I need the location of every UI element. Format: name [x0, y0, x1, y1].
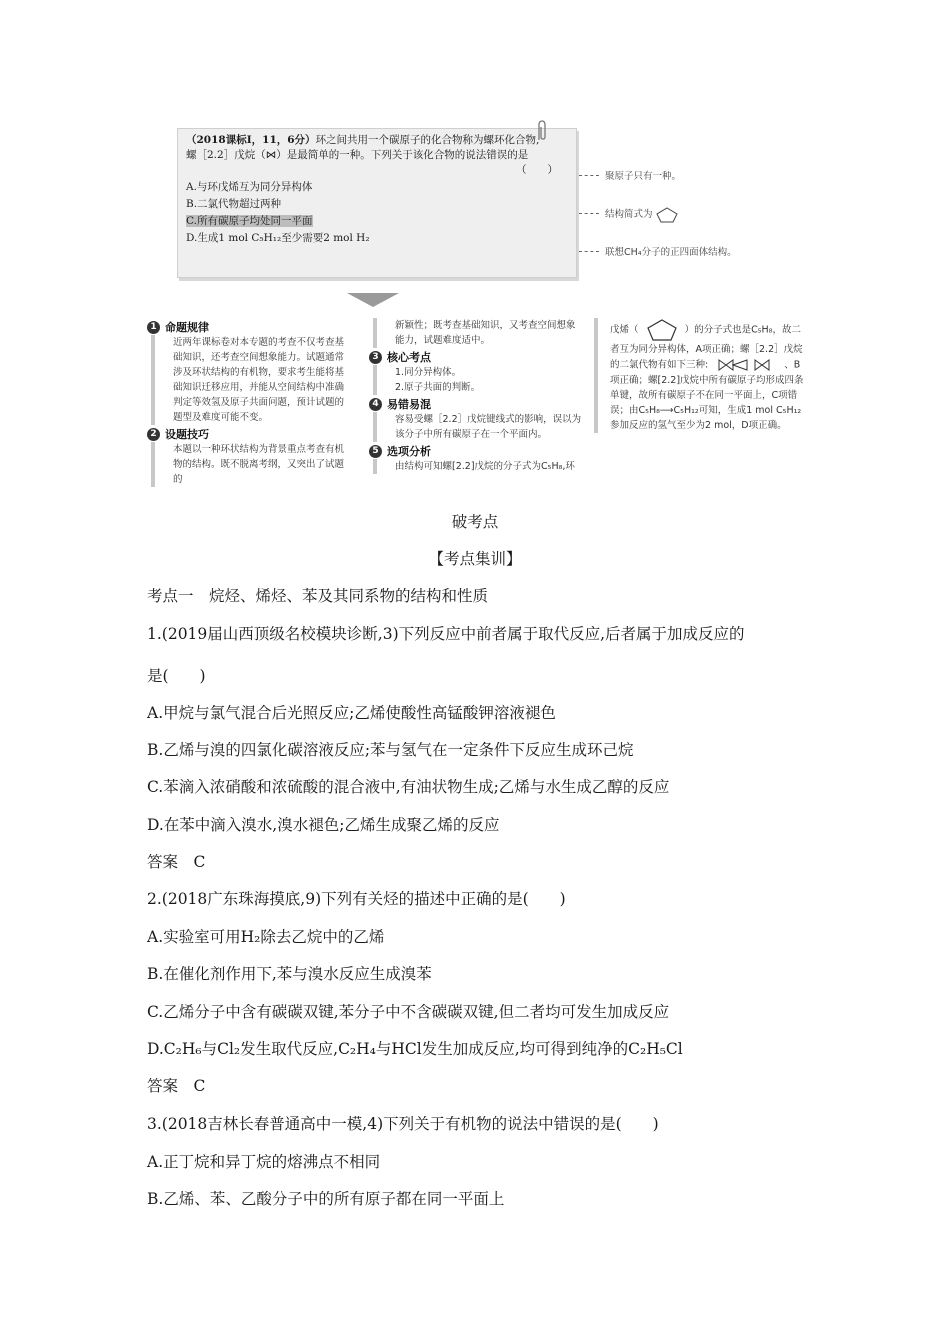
section-4-heading	[369, 397, 584, 412]
q1-stem-1: 1.(2019届山西顶级名校模块诊断,3)下列反应中前者属于取代反应,后者属于加成反应的	[147, 625, 745, 643]
q2-option-c: C.乙烯分子中含有碳碳双键,苯分子中不含碳碳双键,但二者均可发生加成反应	[147, 1003, 670, 1021]
right-text-1b: ）的分子式也是C₅H₈，故二者互为同分异构体，A项正确；螺［2.2］戊烷的二氯代物有如下三种:	[610, 324, 803, 371]
section-2-heading	[147, 427, 352, 442]
q1-option-b: B.乙烯与溴的四氯化碳溶液反应;苯与氢气在一定条件下反应生成环己烷	[147, 741, 634, 759]
q1-stem-2: 是( )	[147, 667, 206, 685]
annotation-3: 联想CH₄分子的正四面体结构。	[605, 247, 737, 258]
annot-line-3	[579, 251, 599, 252]
section-3-number: 3	[369, 351, 382, 364]
section-2-title: 设题技巧	[165, 428, 209, 441]
section-3-heading	[369, 350, 584, 365]
section-4-title: 易错易混	[387, 398, 431, 411]
page-subtitle: 【考点集训】	[428, 550, 522, 568]
card-option-a: A.与环戊烯互为同分异构体	[186, 181, 313, 193]
section-2-continued: 新颖性；既考查基础知识，又考查空间想象能力，试题难度适中。	[373, 318, 584, 348]
annot-line-2	[579, 213, 599, 214]
cyclopentene-icon	[642, 318, 682, 342]
q3-option-b: B.乙烯、苯、乙酸分子中的所有原子都在同一平面上	[147, 1190, 505, 1208]
annotation-1: 聚原子只有一种。	[605, 171, 682, 182]
q2-answer: 答案 C	[147, 1077, 206, 1095]
section-5-number: 5	[369, 445, 382, 458]
dichloro-isomers-icon	[711, 357, 781, 373]
section-3-item-1: 1.同分异构体。	[395, 367, 462, 378]
q2-option-b: B.在催化剂作用下,苯与溴水反应生成溴苯	[147, 965, 432, 983]
question-paren: （ ）	[516, 164, 558, 176]
section-3-title: 核心考点	[387, 351, 431, 364]
right-text-1: 戊烯（	[610, 324, 639, 336]
section-3-body	[373, 365, 584, 395]
q2-option-a: A.实验室可用H₂除去乙烷中的乙烯	[147, 928, 385, 946]
down-arrow-icon	[347, 293, 399, 307]
q1-option-d: D.在苯中滴入溴水,溴水褪色;乙烯生成聚乙烯的反应	[147, 816, 500, 834]
section-heading: 考点一 烷烃、烯烃、苯及其同系物的结构和性质	[147, 587, 489, 605]
section-1-title: 命题规律	[165, 321, 209, 334]
q3-stem: 3.(2018吉林长春普通高中一模,4)下列关于有机物的说法中错误的是( )	[147, 1115, 659, 1133]
card-option-b: B.二氯代物超过两种	[186, 198, 282, 210]
analysis-figure	[147, 118, 807, 488]
pentene-structure-icon	[656, 207, 678, 223]
panel-left	[147, 318, 352, 487]
q3-option-a: A.正丁烷和异丁烷的熔沸点不相同	[147, 1153, 381, 1171]
section-1-number: 1	[147, 321, 160, 334]
section-5-body: 由结构可知螺[2.2]戊烷的分子式为C₅H₈,环	[373, 459, 584, 474]
section-1-heading	[147, 320, 352, 335]
section-2-number: 2	[147, 428, 160, 441]
annot-line-1	[579, 175, 599, 176]
question-source: （2018课标Ⅰ，11，6分）	[186, 134, 316, 146]
right-text-2: 、B项正确；螺[2.2]戊烷中所有碳原子均形成四条单键，故所有碳原子不在同一平面上，C项错误；由C₅H₈⟶C₅H₁₂可知，生成1 mol C₅H₁₂参加反应的氢气至少为2 mol，D项正确。	[610, 359, 804, 431]
q1-answer: 答案 C	[147, 853, 206, 871]
section-3-item-2: 2.原子共面的判断。	[395, 382, 481, 393]
annotation-2	[605, 206, 678, 223]
q1-option-a: A.甲烷与氯气混合后光照反应;乙烯使酸性高锰酸钾溶液褪色	[147, 704, 556, 722]
question-card	[177, 128, 577, 278]
section-4-body: 容易受螺［2.2］戊烷键线式的影响，误以为该分子中所有碳原子在一个平面内。	[373, 412, 584, 442]
paperclip-icon	[535, 120, 549, 142]
question-text-2: 螺［2.2］戊烷（⋈）是最简单的一种。下列关于该化合物的说法错误的是	[186, 149, 529, 161]
q2-stem: 2.(2018广东珠海摸底,9)下列有关烃的描述中正确的是( )	[147, 890, 566, 908]
annotation-2-text: 结构简式为	[605, 209, 653, 220]
panel-right	[594, 318, 804, 433]
card-option-d: D.生成1 mol C₅H₁₂至少需要2 mol H₂	[186, 232, 370, 244]
section-5-title: 选项分析	[387, 445, 431, 458]
q1-option-c: C.苯滴入浓硝酸和浓硫酸的混合液中,有油状物生成;乙烯与水生成乙醇的反应	[147, 778, 670, 796]
section-4-number: 4	[369, 398, 382, 411]
panel-middle	[369, 318, 584, 474]
section-5-heading	[369, 444, 584, 459]
card-option-c: C.所有碳原子均处同一平面	[186, 215, 313, 227]
section-2-body: 本题以一种环状结构为背景重点考查有机物的结构。既不脱离考纲，又突出了试题的	[151, 442, 352, 487]
question-stem	[186, 133, 568, 148]
page-title: 破考点	[451, 513, 499, 531]
section-1-body: 近两年课标卷对本专题的考查不仅考查基础知识，还考查空间想象能力。试题通常涉及环状结构的有机物，要求考生能将基础知识迁移应用，并能从空间结构中准确判定等效氢及原子共面问题，预计试题的题型及难度可能不变。	[151, 335, 352, 425]
q2-option-d: D.C₂H₆与Cl₂发生取代反应,C₂H₄与HCl发生加成反应,均可得到纯净的C₂H₅Cl	[147, 1040, 683, 1058]
question-text-1: 环之间共用一个碳原子的化合物称为螺环化合物,	[315, 134, 540, 146]
